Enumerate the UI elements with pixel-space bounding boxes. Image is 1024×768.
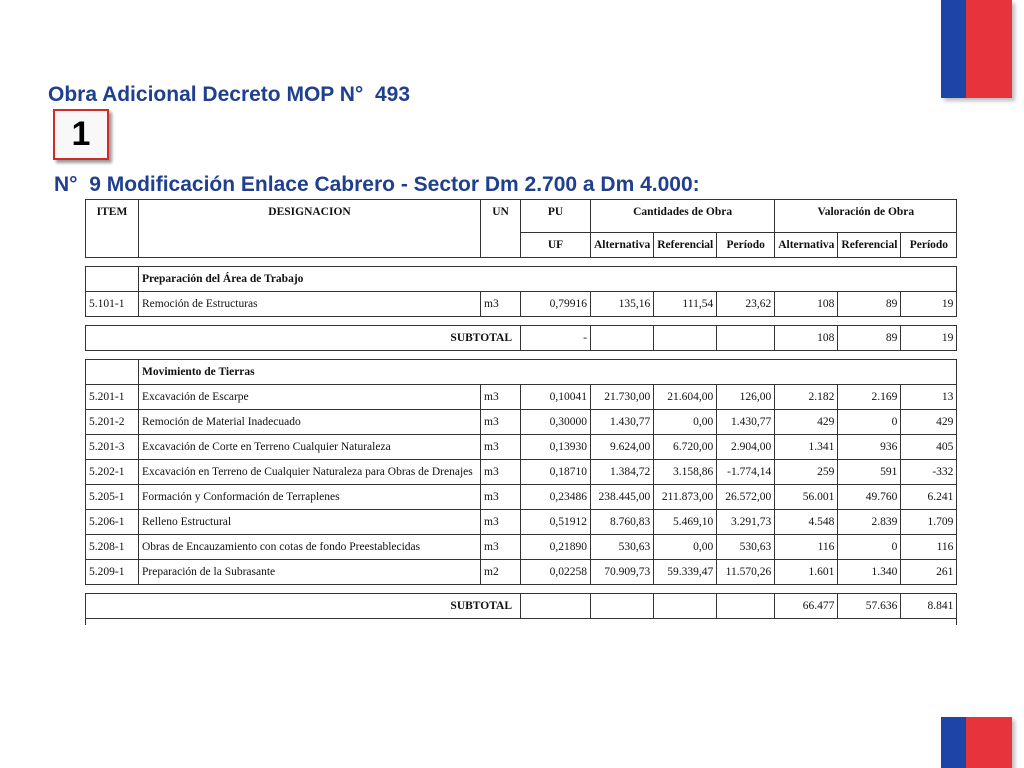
header-uf: UF (521, 233, 591, 258)
works-table (85, 199, 957, 625)
cell-designacion: Excavación de Corte en Terreno Cualquier Naturaleza (139, 435, 481, 460)
cell-v-per: -332 (901, 460, 957, 485)
cell-pu: 0,23486 (521, 485, 591, 510)
spacer-cell (86, 351, 957, 360)
cell-item: 5.209-1 (86, 560, 139, 585)
table-row (86, 485, 957, 510)
cell-c-ref: 21.604,00 (654, 385, 717, 410)
trailing-row (86, 619, 957, 626)
cell-un: m3 (481, 292, 521, 317)
section-item-cell (86, 360, 139, 385)
cell-v-per: 19 (901, 292, 957, 317)
cell-item: 5.101-1 (86, 292, 139, 317)
cell-v-alt: 56.001 (775, 485, 838, 510)
cell-item: 5.201-2 (86, 410, 139, 435)
cell-c-alt: 9.624,00 (591, 435, 654, 460)
header-pu: PU (521, 200, 591, 233)
cell-un: m3 (481, 510, 521, 535)
cell-pu: 0,51912 (521, 510, 591, 535)
cell-c-alt: 21.730,00 (591, 385, 654, 410)
cell-v-per: 1.709 (901, 510, 957, 535)
cell-v-ref: 2.839 (838, 510, 901, 535)
section-title-row (86, 267, 957, 292)
table-row (86, 560, 957, 585)
table-header-row-1 (86, 200, 957, 233)
subtotal-c-alt (591, 326, 654, 351)
cell-c-ref: 211.873,00 (654, 485, 717, 510)
header-item: ITEM (86, 200, 139, 258)
table-row (86, 510, 957, 535)
cell-v-ref: 49.760 (838, 485, 901, 510)
cell-c-alt: 1.384,72 (591, 460, 654, 485)
cell-designacion: Obras de Encauzamiento con cotas de fondo Preestablecidas (139, 535, 481, 560)
cell-c-ref: 0,00 (654, 535, 717, 560)
spacer-row (86, 585, 957, 594)
slide-number-badge: 1 (53, 109, 109, 160)
title-line-2: N° 9 Modificación Enlace Cabrero - Sector Dm 2.700 a Dm 4.000: (54, 173, 700, 196)
cell-pu: 0,79916 (521, 292, 591, 317)
cell-pu: 0,13930 (521, 435, 591, 460)
cell-v-per: 429 (901, 410, 957, 435)
table-row (86, 385, 957, 410)
cell-v-per: 261 (901, 560, 957, 585)
table-row (86, 460, 957, 485)
subtotal-c-ref (654, 594, 717, 619)
table-row (86, 292, 957, 317)
cell-v-ref: 2.169 (838, 385, 901, 410)
header-val-periodo: Período (901, 233, 957, 258)
header-cant-periodo: Período (717, 233, 775, 258)
cell-item: 5.201-1 (86, 385, 139, 410)
title-line-1: Obra Adicional Decreto MOP N° 493 (48, 83, 411, 106)
subtotal-c-alt (591, 594, 654, 619)
header-cantidades: Cantidades de Obra (591, 200, 775, 233)
table-body (86, 258, 957, 626)
cell-designacion: Excavación en Terreno de Cualquier Naturaleza para Obras de Drenajes (139, 460, 481, 485)
cell-c-alt: 1.430,77 (591, 410, 654, 435)
cell-v-alt: 2.182 (775, 385, 838, 410)
trailing-cell (86, 619, 957, 626)
cell-designacion: Preparación de la Subrasante (139, 560, 481, 585)
cell-c-ref: 111,54 (654, 292, 717, 317)
cell-designacion: Formación y Conformación de Terraplenes (139, 485, 481, 510)
cell-c-per: 530,63 (717, 535, 775, 560)
cell-c-alt: 8.760,83 (591, 510, 654, 535)
cell-un: m3 (481, 485, 521, 510)
cell-c-per: 3.291,73 (717, 510, 775, 535)
cell-v-per: 116 (901, 535, 957, 560)
subtotal-v-ref: 89 (838, 326, 901, 351)
cell-pu: 0,21890 (521, 535, 591, 560)
cell-v-per: 13 (901, 385, 957, 410)
cell-c-per: 26.572,00 (717, 485, 775, 510)
cell-c-alt: 530,63 (591, 535, 654, 560)
cell-c-alt: 70.909,73 (591, 560, 654, 585)
subtotal-pu (521, 594, 591, 619)
cell-v-alt: 429 (775, 410, 838, 435)
cell-designacion: Remoción de Estructuras (139, 292, 481, 317)
cell-item: 5.201-3 (86, 435, 139, 460)
subtotal-row (86, 326, 957, 351)
subtotal-pu: - (521, 326, 591, 351)
cell-v-alt: 108 (775, 292, 838, 317)
cell-c-per: 1.430,77 (717, 410, 775, 435)
cell-v-alt: 1.601 (775, 560, 838, 585)
spacer-cell (86, 258, 957, 267)
cell-v-ref: 0 (838, 535, 901, 560)
subtotal-c-per (717, 326, 775, 351)
header-val-alternativa: Alternativa (775, 233, 838, 258)
chile-flag-bottom-decoration (941, 717, 1012, 768)
cell-v-ref: 1.340 (838, 560, 901, 585)
cell-designacion: Excavación de Escarpe (139, 385, 481, 410)
cell-item: 5.205-1 (86, 485, 139, 510)
cell-un: m3 (481, 385, 521, 410)
subtotal-label: SUBTOTAL (86, 594, 521, 619)
cell-un: m3 (481, 435, 521, 460)
cell-item: 5.202-1 (86, 460, 139, 485)
cell-c-alt: 238.445,00 (591, 485, 654, 510)
spacer-cell (86, 585, 957, 594)
subtotal-row (86, 594, 957, 619)
cell-c-per: -1.774,14 (717, 460, 775, 485)
cell-v-ref: 936 (838, 435, 901, 460)
cell-un: m3 (481, 460, 521, 485)
cell-v-alt: 116 (775, 535, 838, 560)
spacer-row (86, 317, 957, 326)
subtotal-v-alt: 108 (775, 326, 838, 351)
subtotal-v-alt: 66.477 (775, 594, 838, 619)
cell-c-ref: 5.469,10 (654, 510, 717, 535)
cell-c-per: 126,00 (717, 385, 775, 410)
subtotal-v-ref: 57.636 (838, 594, 901, 619)
subtotal-v-per: 8.841 (901, 594, 957, 619)
cell-pu: 0,10041 (521, 385, 591, 410)
subtotal-c-per (717, 594, 775, 619)
cell-c-alt: 135,16 (591, 292, 654, 317)
cell-c-ref: 0,00 (654, 410, 717, 435)
header-designacion: DESIGNACION (139, 200, 481, 258)
cell-v-ref: 0 (838, 410, 901, 435)
header-un: UN (481, 200, 521, 258)
section-item-cell (86, 267, 139, 292)
cell-v-ref: 89 (838, 292, 901, 317)
table-row (86, 410, 957, 435)
cell-item: 5.208-1 (86, 535, 139, 560)
subtotal-c-ref (654, 326, 717, 351)
table-row (86, 435, 957, 460)
cell-item: 5.206-1 (86, 510, 139, 535)
header-val-referencial: Referencial (838, 233, 901, 258)
section-title: Movimiento de Tierras (139, 360, 957, 385)
subtotal-label: SUBTOTAL (86, 326, 521, 351)
section-title-row (86, 360, 957, 385)
cell-pu: 0,18710 (521, 460, 591, 485)
cell-v-per: 6.241 (901, 485, 957, 510)
cell-c-per: 23,62 (717, 292, 775, 317)
cell-v-alt: 4.548 (775, 510, 838, 535)
subtotal-v-per: 19 (901, 326, 957, 351)
cell-pu: 0,02258 (521, 560, 591, 585)
cell-pu: 0,30000 (521, 410, 591, 435)
cell-designacion: Relleno Estructural (139, 510, 481, 535)
section-title: Preparación del Área de Trabajo (139, 267, 957, 292)
spacer-cell (86, 317, 957, 326)
spacer-row (86, 351, 957, 360)
header-valoracion: Valoración de Obra (775, 200, 957, 233)
chile-flag-top-decoration (941, 0, 1012, 98)
cell-designacion: Remoción de Material Inadecuado (139, 410, 481, 435)
cell-v-alt: 259 (775, 460, 838, 485)
header-cant-alternativa: Alternativa (591, 233, 654, 258)
cell-c-per: 2.904,00 (717, 435, 775, 460)
table-row (86, 535, 957, 560)
cell-v-per: 405 (901, 435, 957, 460)
header-cant-referencial: Referencial (654, 233, 717, 258)
cell-c-ref: 59.339,47 (654, 560, 717, 585)
cell-v-alt: 1.341 (775, 435, 838, 460)
cell-c-ref: 3.158,86 (654, 460, 717, 485)
spacer-row (86, 258, 957, 267)
cell-v-ref: 591 (838, 460, 901, 485)
cell-un: m3 (481, 410, 521, 435)
cell-c-per: 11.570,26 (717, 560, 775, 585)
cell-un: m2 (481, 560, 521, 585)
cell-un: m3 (481, 535, 521, 560)
cell-c-ref: 6.720,00 (654, 435, 717, 460)
